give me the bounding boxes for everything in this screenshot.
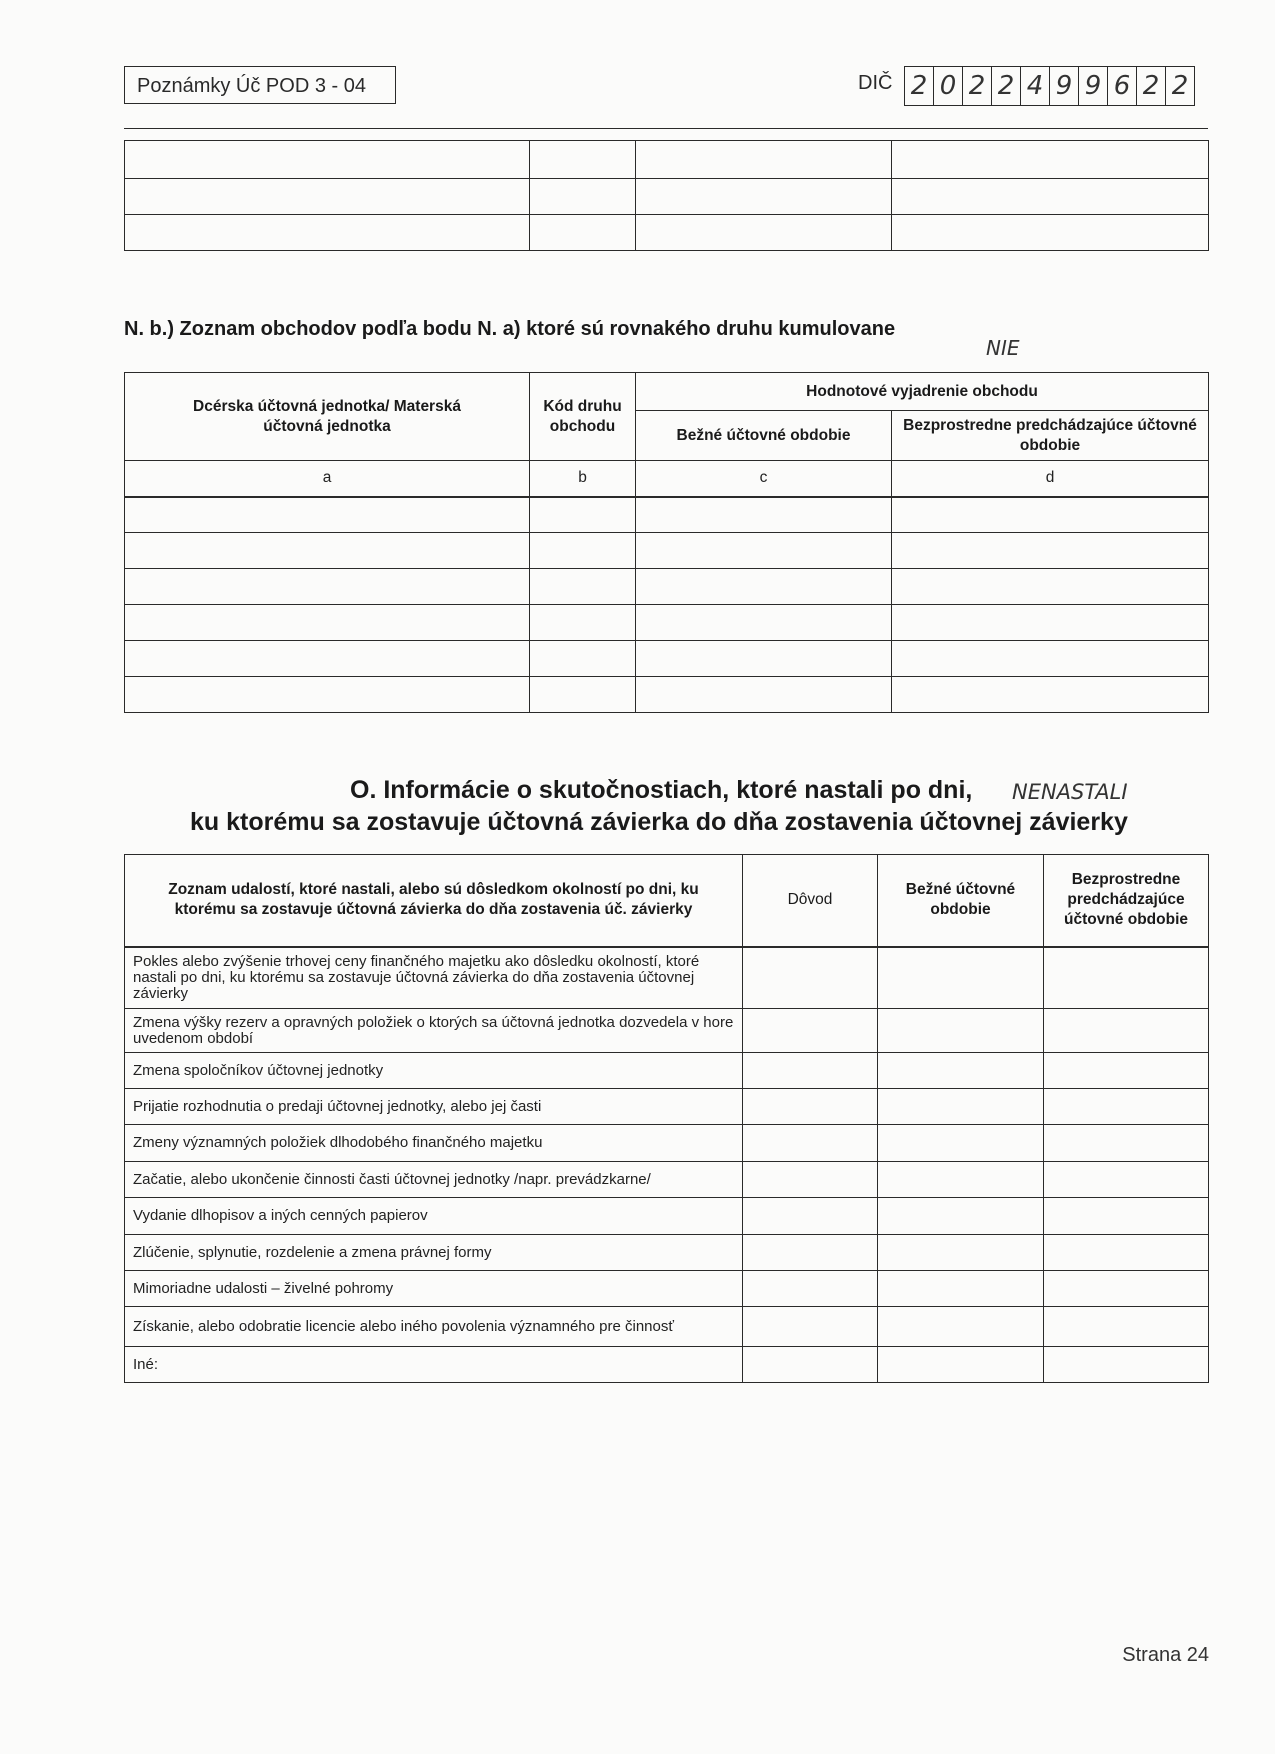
table-cell[interactable] (1044, 1125, 1209, 1162)
dic-digit: 6 (1108, 67, 1137, 105)
continuation-table (124, 140, 1209, 251)
table-cell[interactable] (636, 533, 892, 569)
section-o-table (124, 854, 1209, 1383)
table-cell[interactable] (636, 215, 892, 251)
table-cell[interactable] (743, 1271, 878, 1307)
col-label-d: d (892, 461, 1209, 497)
event-row-label: Pokles alebo zvýšenie trhovej ceny finančného majetku ako dôsledku okolností, ktoré nastali po dni, ku ktorému sa zostavuje účtovná závierka do dňa zostavenia účtovnej závierky (125, 947, 743, 1009)
event-row-label: Zmena spoločníkov účtovnej jednotky (125, 1053, 743, 1089)
table-cell[interactable] (636, 677, 892, 713)
table-cell[interactable] (878, 1271, 1044, 1307)
event-row-label: Získanie, alebo odobratie licencie alebo iného povolenia významného pre činnosť (125, 1307, 743, 1347)
table-cell[interactable] (530, 569, 636, 605)
event-row-label: Zmeny významných položiek dlhodobého finančného majetku (125, 1125, 743, 1162)
table-cell[interactable] (743, 1307, 878, 1347)
page-number: Strana 24 (1122, 1644, 1209, 1666)
table-cell[interactable] (530, 641, 636, 677)
table-cell[interactable] (1044, 1271, 1209, 1307)
table-cell[interactable] (125, 605, 530, 641)
table-cell[interactable] (530, 605, 636, 641)
table-cell[interactable] (743, 1198, 878, 1235)
dic-digit: 9 (1050, 67, 1079, 105)
table-cell[interactable] (636, 497, 892, 533)
table-cell[interactable] (636, 641, 892, 677)
form-label: Poznámky Úč POD 3 - 04 (124, 66, 396, 104)
table-cell[interactable] (530, 141, 636, 179)
table-cell[interactable] (530, 677, 636, 713)
table-cell[interactable] (530, 533, 636, 569)
col-header-current-period: Bežné účtovné obdobie (636, 411, 892, 461)
table-cell[interactable] (1044, 1162, 1209, 1198)
section-nb-title: N. b.) Zoznam obchodov podľa bodu N. a) ktoré sú rovnakého druhu kumulovane (124, 318, 896, 340)
table-cell[interactable] (878, 947, 1044, 1009)
table-cell[interactable] (743, 1009, 878, 1053)
table-cell[interactable] (878, 1162, 1044, 1198)
event-row-label: Zmena výšky rezerv a opravných položiek o ktorých sa účtovná jednotka dozvedela v hore uvedenom období (125, 1009, 743, 1053)
dic-digit: 2 (1171, 71, 1189, 101)
section-o-handwritten-note: NENASTALI (1012, 780, 1128, 804)
table-cell[interactable] (743, 1162, 878, 1198)
table-cell[interactable] (892, 141, 1209, 179)
table-cell[interactable] (743, 1089, 878, 1125)
table-cell[interactable] (878, 1235, 1044, 1271)
table-cell[interactable] (743, 1053, 878, 1089)
section-nb-table (124, 372, 1209, 713)
table-cell[interactable] (743, 947, 878, 1009)
event-row-label: Iné: (125, 1347, 743, 1383)
dic-digit: 2 (1137, 67, 1166, 105)
dic-digit: 0 (934, 67, 963, 105)
table-cell[interactable] (892, 179, 1209, 215)
col-header-trade-code: Kód druhu obchodu (530, 373, 636, 461)
table-cell[interactable] (1044, 1053, 1209, 1089)
table-cell[interactable] (530, 179, 636, 215)
col-header-entity: Dcérska účtovná jednotka/ Materská účtovná jednotka (125, 373, 530, 461)
table-cell[interactable] (125, 141, 530, 179)
col-header-current-period: Bežné účtovné obdobie (878, 855, 1044, 947)
table-cell[interactable] (125, 179, 530, 215)
table-cell[interactable] (636, 141, 892, 179)
col-header-previous-period: Bezprostredne predchádzajúce účtovné obdobie (892, 411, 1209, 461)
table-cell[interactable] (530, 215, 636, 251)
col-label-c: c (636, 461, 892, 497)
table-cell[interactable] (1044, 1307, 1209, 1347)
table-cell[interactable] (743, 1125, 878, 1162)
table-cell[interactable] (878, 1347, 1044, 1383)
col-label-a: a (125, 461, 530, 497)
table-cell[interactable] (1044, 1009, 1209, 1053)
table-cell[interactable] (892, 569, 1209, 605)
table-cell[interactable] (892, 605, 1209, 641)
header-divider (124, 128, 1208, 129)
table-cell[interactable] (125, 215, 530, 251)
table-cell[interactable] (636, 179, 892, 215)
col-label-b: b (530, 461, 636, 497)
table-cell[interactable] (878, 1009, 1044, 1053)
table-cell[interactable] (743, 1347, 878, 1383)
dic-digit: 2 (992, 67, 1021, 105)
table-cell[interactable] (892, 677, 1209, 713)
table-cell[interactable] (892, 533, 1209, 569)
event-row-label: Zlúčenie, splynutie, rozdelenie a zmena právnej formy (125, 1235, 743, 1271)
event-row-label: Vydanie dlhopisov a iných cenných papierov (125, 1198, 743, 1235)
section-o-title-line2: ku ktorému sa zostavuje účtovná závierka do dňa zostavenia účtovnej závierky (190, 808, 1128, 836)
table-cell[interactable] (1044, 1235, 1209, 1271)
table-cell[interactable] (743, 1235, 878, 1271)
table-cell[interactable] (125, 533, 530, 569)
dic-digit: 4 (1021, 67, 1050, 105)
table-cell[interactable] (125, 677, 530, 713)
table-cell[interactable] (125, 641, 530, 677)
section-nb-handwritten-note: NIE (986, 336, 1020, 360)
table-cell[interactable] (878, 1053, 1044, 1089)
table-cell[interactable] (636, 605, 892, 641)
table-cell[interactable] (878, 1307, 1044, 1347)
dic-digit: 9 (1079, 67, 1108, 105)
col-header-previous-period: Bezprostredne predchádzajúce účtovné obdobie (1044, 855, 1209, 947)
table-cell[interactable] (530, 497, 636, 533)
table-cell[interactable] (1044, 947, 1209, 1009)
table-cell[interactable] (125, 497, 530, 533)
section-o-title-line1: O. Informácie o skutočnostiach, ktoré nastali po dni, (350, 776, 973, 804)
table-cell[interactable] (636, 569, 892, 605)
table-cell[interactable] (878, 1089, 1044, 1125)
dic-digit: 2 (905, 67, 934, 105)
table-cell[interactable] (1044, 1089, 1209, 1125)
dic-label: DIČ (858, 72, 893, 94)
col-header-reason: Dôvod (743, 855, 878, 947)
dic-digit: 2 (963, 67, 992, 105)
table-cell[interactable] (125, 569, 530, 605)
event-row-label: Začatie, alebo ukončenie činnosti časti účtovnej jednotky /napr. prevádzkarne/ (125, 1162, 743, 1198)
table-cell[interactable] (892, 641, 1209, 677)
col-header-value-group: Hodnotové vyjadrenie obchodu (636, 373, 1209, 411)
table-cell[interactable] (878, 1198, 1044, 1235)
col-header-events: Zoznam udalostí, ktoré nastali, alebo sú dôsledkom okolností po dni, ku ktorému sa zostavuje účtovná závierka do dňa zostavenia úč. závierky (125, 855, 743, 947)
event-row-label: Prijatie rozhodnutia o predaji účtovnej jednotky, alebo jej časti (125, 1089, 743, 1125)
table-cell[interactable] (892, 497, 1209, 533)
table-cell[interactable] (878, 1125, 1044, 1162)
event-row-label: Mimoriadne udalosti – živelné pohromy (125, 1271, 743, 1307)
dic-number (904, 66, 1195, 106)
table-cell[interactable] (1044, 1198, 1209, 1235)
table-cell[interactable] (1044, 1347, 1209, 1383)
table-cell[interactable] (892, 215, 1209, 251)
